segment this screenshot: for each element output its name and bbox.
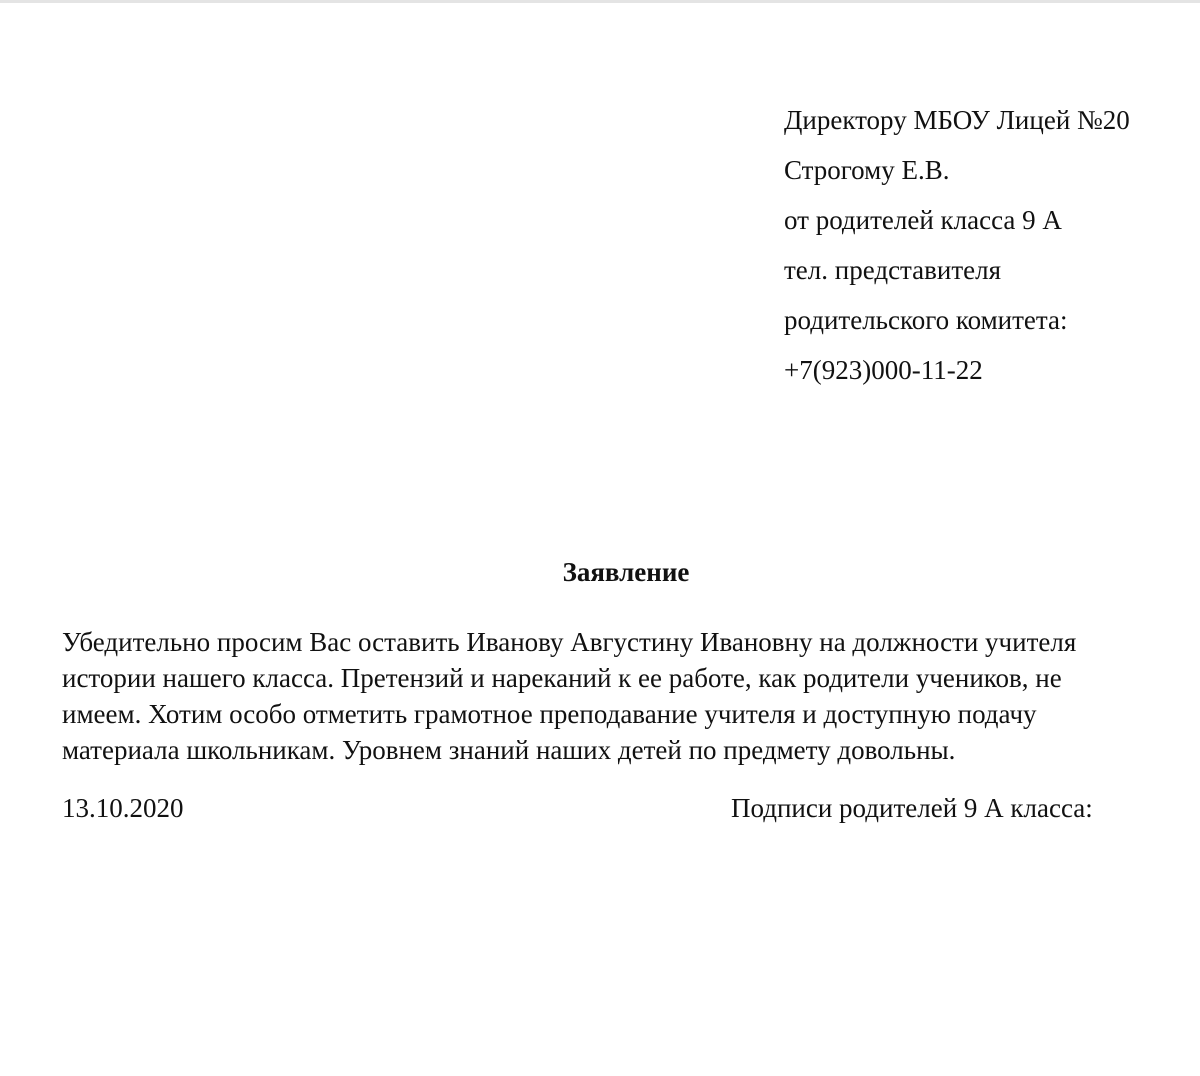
phone-number: +7(923)000-11-22 <box>784 355 983 385</box>
sender-line: от родителей класса 9 А <box>784 205 1062 235</box>
document-date: 13.10.2020 <box>62 793 184 823</box>
document-title: Заявление <box>562 557 690 587</box>
top-divider <box>0 0 1200 3</box>
body-line-3: имеем. Хотим особо отметить грамотное преподавание учителя и доступную подачу <box>62 699 1037 729</box>
addressee-director: Директору МБОУ Лицей №20 <box>784 105 1130 135</box>
body-line-1: Убедительно просим Вас оставить Иванову Августину Ивановну на должности учителя <box>62 627 1077 657</box>
phone-label-line-1: тел. представителя <box>784 255 1002 285</box>
body-line-4: материала школьникам. Уровнем знаний наших детей по предмету довольны. <box>62 735 956 765</box>
addressee-block <box>784 95 1194 395</box>
signatures-label: Подписи родителей 9 А класса: <box>731 793 1093 823</box>
body-line-2: истории нашего класса. Претензий и нареканий к ее работе, как родители учеников, не <box>62 663 1062 693</box>
phone-label-line-2: родительского комитета: <box>784 305 1068 335</box>
document-body <box>62 624 1152 768</box>
addressee-name: Строгому Е.В. <box>784 155 950 185</box>
